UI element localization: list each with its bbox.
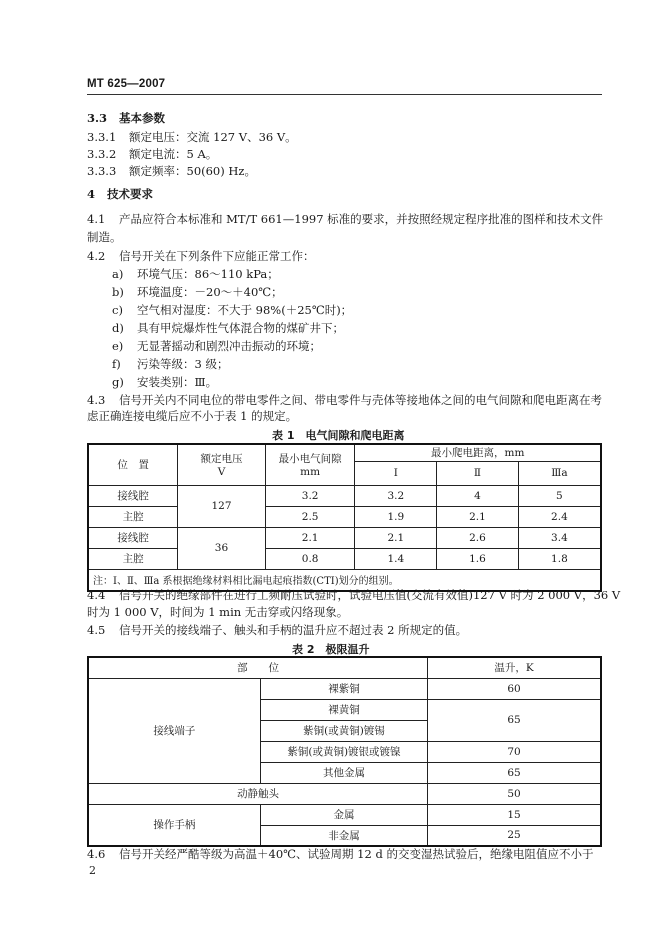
clause-4-4-line2: 时为 1 000 V，时间为 1 min 无击穿或闪络现象。 [87, 605, 349, 619]
clause-3-3-2: 3.3.2 额定电流：5 A。 [87, 147, 218, 161]
header-clearance: 最小电气间隙 mm [265, 444, 355, 485]
header-cti-1: Ⅰ [355, 461, 437, 485]
clause-4-4-line1: 4.4 信号开关的绝缘部件在进行工频耐压试验时，试验电压值(交流有效值)127 V 时为 2 000 V，36 V [87, 588, 621, 602]
header-voltage: 额定电压 V [178, 444, 266, 485]
table-row: 紫铜(或黄铜)镀锡 [88, 720, 601, 741]
section-title: 基本参数 [119, 111, 165, 125]
clause-4-3-line2: 虑正确连接电缆后应不小于表 1 的规定。 [87, 409, 298, 423]
table-1 [87, 443, 602, 592]
list-item: b) 环境温度：－20～＋40℃； [112, 285, 283, 299]
clause-3-3-3: 3.3.3 额定频率：50(60) Hz。 [87, 164, 256, 178]
header-cti-3a: Ⅲa [518, 461, 601, 485]
clause-4-1-line1: 4.1 产品应符合本标准和 MT/T 661—1997 标准的要求，并按照经规定程序批准的图样和技术文件 [87, 212, 604, 226]
table-1-caption: 表 1 电气间隙和爬电距离 [272, 429, 405, 442]
list-item: e) 无显著摇动和剧烈冲击振动的环境； [112, 339, 321, 353]
clause-3-3-1: 3.3.1 额定电压：交流 127 V、36 V。 [87, 130, 297, 144]
list-item: c) 空气相对湿度：不大于 98%(＋25℃时)； [112, 303, 353, 317]
page-number: 2 [89, 864, 96, 877]
section-4-heading: 4 技术要求 [87, 187, 153, 201]
table-row: 接线端子 裸紫铜 60 [88, 678, 601, 699]
table-row: 接线腔 127 3.2 3.2 4 5 [88, 485, 601, 506]
clause-4-5: 4.5 信号开关的接线端子、触头和手柄的温升应不超过表 2 所规定的值。 [87, 623, 468, 637]
clause-4-3-line1: 4.3 信号开关内不同电位的带电零件之间、带电零件与壳体等接地体之间的电气间隙和爬电距离在考 [87, 393, 602, 407]
header-cti-2: Ⅱ [437, 461, 519, 485]
table-2 [87, 656, 602, 847]
table-row: 接线腔 36 2.1 2.1 2.6 3.4 [88, 527, 601, 548]
clause-4-1-line2: 制造。 [87, 230, 122, 244]
table-row: 操作手柄 金属 15 [88, 804, 601, 825]
list-item: a) 环境气压：86～110 kPa； [112, 267, 279, 281]
section-number: 3.3 [87, 111, 108, 125]
table-row: 动静触头 50 [88, 783, 601, 804]
list-item: d) 具有甲烷爆炸性气体混合物的煤矿井下； [112, 321, 344, 335]
table-row: 主腔 0.8 1.4 1.6 1.8 [88, 548, 601, 569]
standard-code: MT 625—2007 [87, 78, 166, 90]
clause-4-6: 4.6 信号开关经严酷等级为高温＋40℃、试验周期 12 d 的交变湿热试验后，绝缘电阻值应不小于 [87, 847, 594, 861]
table-row: 主腔 2.5 1.9 2.1 2.4 [88, 506, 601, 527]
clause-4-2: 4.2 信号开关在下列条件下应能正常工作： [87, 249, 315, 263]
list-item: g) 安装类别：Ⅲ。 [112, 375, 218, 389]
table-row: 非金属 25 [88, 825, 601, 846]
section-3-3-heading [87, 110, 165, 126]
table-row: 紫铜(或黄铜)镀银或镀镍 70 [88, 741, 601, 762]
list-item: f) 污染等级：3 级； [112, 357, 229, 371]
header-part: 部 位 [88, 657, 428, 678]
table-row: 其他金属 65 [88, 762, 601, 783]
header-rule [87, 94, 602, 95]
table-2-caption: 表 2 极限温升 [292, 643, 370, 656]
header-position: 位 置 [88, 444, 178, 485]
table-row: 裸黄铜 65 [88, 699, 601, 720]
header-creepage: 最小爬电距离，mm [355, 444, 601, 461]
header-temp-rise: 温升，K [428, 657, 601, 678]
table-1-note: 注：Ⅰ、Ⅱ、Ⅲa 系根据绝缘材料相比漏电起痕指数(CTI)划分的组别。 [88, 569, 601, 591]
